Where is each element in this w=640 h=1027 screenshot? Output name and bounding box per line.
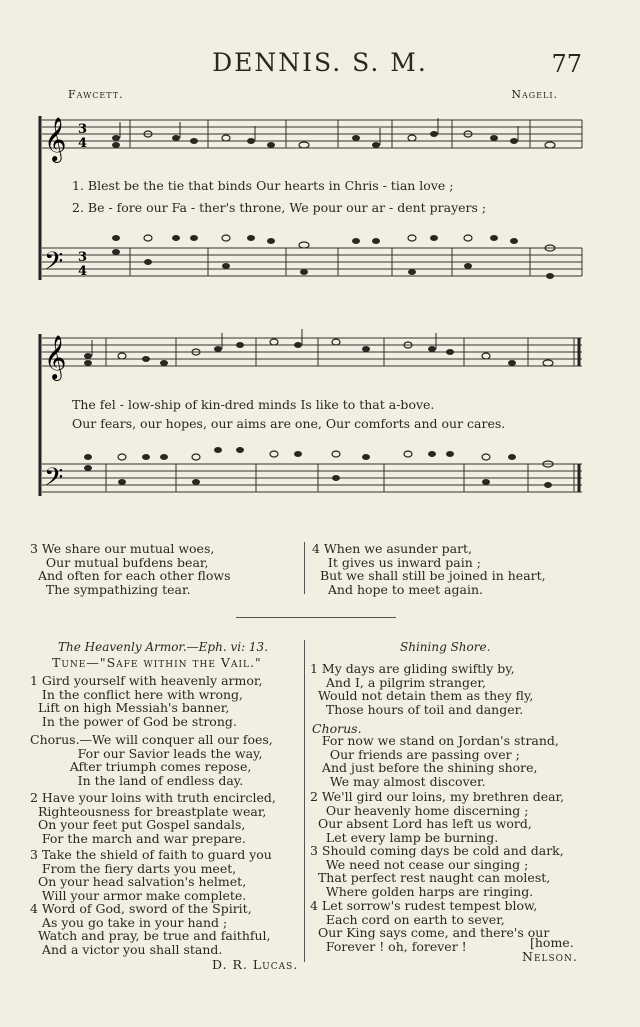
shining-shore-verse-2: 2 We'll gird our loins, my brethren dear, Our heavenly home discerning ; Our absent Lord has left us word, Let every lamp be burning. xyxy=(310,789,565,845)
svg-text:3: 3 xyxy=(78,122,88,137)
heavenly-armor-title: The Heavenly Armor.—Eph. vi: 13. xyxy=(58,640,269,654)
heavenly-armor-verse-4: 4 Word of God, sword of the Spirit, As you go take in your hand ; Watch and pray, be true and faithful, And a victor you shall stand. xyxy=(30,901,271,957)
verse-divider xyxy=(304,542,305,594)
svg-text:4: 4 xyxy=(78,136,88,151)
svg-text:3: 3 xyxy=(78,250,88,265)
lyric-line1-verse1: 1. Blest be the tie that binds Our hearts in Chris - tian love ; xyxy=(72,178,454,193)
shining-shore-verse-4-wrap: [home. xyxy=(530,935,574,950)
treble-clef-icon: 𝄞 xyxy=(44,117,67,161)
hymn-verse-3: 3 We share our mutual woes, Our mutual bufdens bear, And often for each other flows The sympathizing tear. xyxy=(30,541,231,597)
hymn-verse-4: 4 When we asunder part, It gives us inward pain ; But we shall still be joined in heart, And hope to meet again. xyxy=(312,541,546,597)
hymn-title: DENNIS. S. M. xyxy=(212,48,428,77)
heavenly-armor-verse-2: 2 Have your loins with truth encircled, Righteousness for breastplate wear, On your feet put Gospel sandals, For the march and war prepare. xyxy=(30,790,276,846)
shining-shore-verse-1: 1 My days are gliding swiftly by, And I, a pilgrim stranger, Would not detain them as they fly, Those hours of toil and danger. xyxy=(310,661,534,717)
page-number: 77 xyxy=(551,50,582,78)
lyric-line2-verse2: Our fears, our hopes, our aims are one, Our comforts and our cares. xyxy=(72,416,506,431)
bass-clef-icon: 𝄢 xyxy=(44,247,64,282)
heavenly-armor-verse-3: 3 Take the shield of faith to guard you From the fiery darts you meet, On your head salvation's helmet, Will your armor make complete. xyxy=(30,847,272,903)
column-divider xyxy=(304,640,305,962)
heavenly-armor-verse-1: 1 Gird yourself with heavenly armor, In the conflict here with wrong, Lift on high Messiah's banner, In the power of God be strong. xyxy=(30,673,263,729)
bass-staff-2 xyxy=(42,464,582,492)
treble-staff-2 xyxy=(42,338,582,366)
shining-shore-author: Nelson. xyxy=(522,949,578,964)
bass-clef-icon: 𝄢 xyxy=(44,463,64,498)
heavenly-armor-chorus: Chorus.—We will conquer all our foes, For our Savior leads the way, After triumph comes repose, In the land of endless day. xyxy=(30,732,273,788)
bass-staff-1 xyxy=(42,248,582,276)
composer-right: Nageli. xyxy=(511,88,558,101)
shining-shore-chorus: For now we stand on Jordan's strand, Our friends are passing over ; And just before the shining shore, We may almost discover. xyxy=(321,733,559,789)
section-rule xyxy=(236,617,396,618)
shining-shore-verse-3: 3 Should coming days be cold and dark, We need not cease our singing ; That perfect rest naught can molest, Where golden harps are ringing. xyxy=(310,843,564,899)
treble-clef-icon: 𝄞 xyxy=(44,335,67,379)
shining-shore-chorus-label: Chorus. xyxy=(312,721,362,736)
treble-notes-1 xyxy=(112,118,555,148)
heavenly-armor-author: D. R. Lucas. xyxy=(212,957,299,972)
heavenly-armor-tune: Tune—"Safe within the Vail." xyxy=(52,655,262,670)
svg-text:4: 4 xyxy=(78,264,88,279)
shining-shore-title: Shining Shore. xyxy=(400,640,491,654)
lyric-line2-verse1: The fel - low-ship of kin-dred minds Is like to that a-bove. xyxy=(72,397,435,412)
shining-shore-verse-4: 4 Let sorrow's rudest tempest blow, Each cord on earth to sever, Our King says come, and there's our Forever ! oh, forever ! xyxy=(310,898,550,954)
bass-notes-1 xyxy=(112,235,555,279)
composer-left: Fawcett. xyxy=(68,88,124,101)
treble-staff-1 xyxy=(42,120,582,148)
lyric-line1-verse2: 2. Be - fore our Fa - ther's throne, We pour our ar - dent prayers ; xyxy=(72,200,487,215)
